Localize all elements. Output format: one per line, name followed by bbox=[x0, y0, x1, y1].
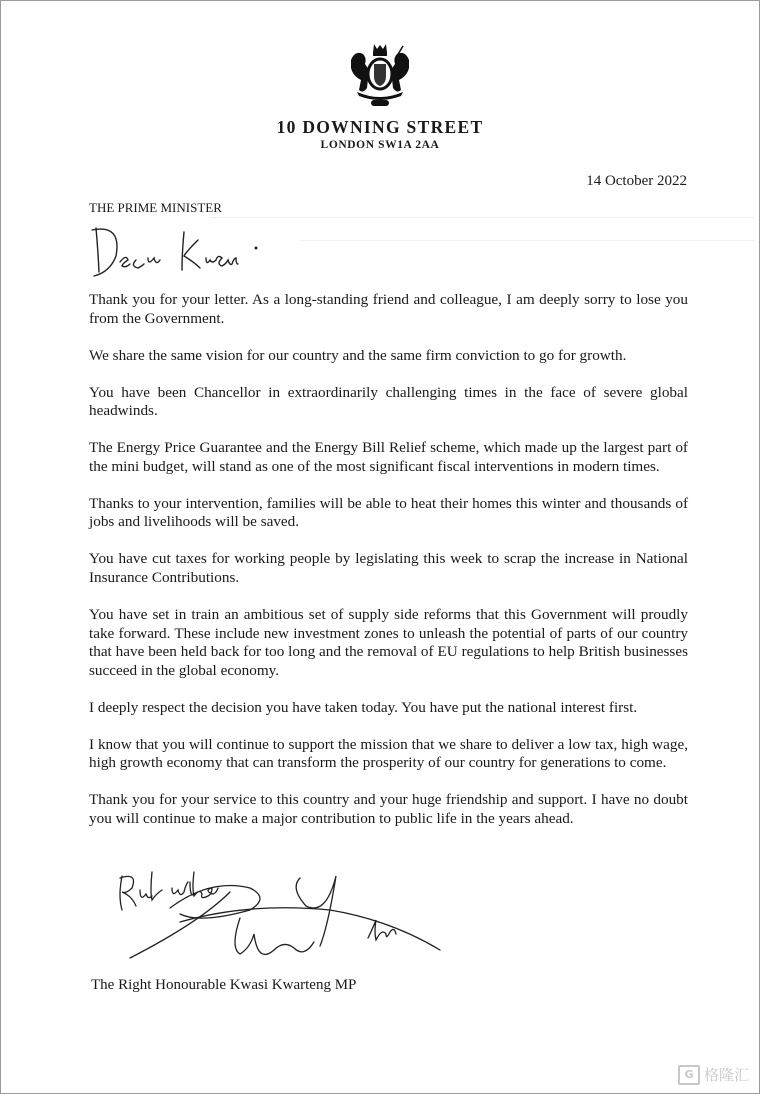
gelonghui-logo-icon: G bbox=[678, 1065, 700, 1085]
address-line-2: LONDON SW1A 2AA bbox=[320, 139, 440, 151]
paragraph: You have cut taxes for working people by legislating this week to scrap the increase in National Insurance Contributions. bbox=[89, 550, 688, 586]
paragraph: Thank you for your service to this country and your huge friendship and support. I have no doubt you will continue to make a major contribution to public life in the years ahead. bbox=[89, 791, 688, 827]
paragraph: We share the same vision for our country and the same firm conviction to go for growth. bbox=[89, 346, 627, 364]
address-line-1: 10 DOWNING STREET bbox=[276, 117, 484, 137]
watermark bbox=[678, 1064, 749, 1085]
handwritten-signature bbox=[110, 868, 455, 968]
paragraph: The Energy Price Guarantee and the Energy Bill Relief scheme, which made up the largest part of the mini budget, will stand as one of the most significant fiscal interventions in modern times. bbox=[89, 439, 688, 475]
paragraph: Thank you for your letter. As a long-standing friend and colleague, I am deeply sorry to lose you from the Government. bbox=[89, 291, 688, 327]
fold-line bbox=[210, 217, 755, 218]
recipient-name: The Right Honourable Kwasi Kwarteng MP bbox=[91, 977, 357, 993]
paragraph: I know that you will continue to support the mission that we share to deliver a low tax, high wage, high growth economy that can transform the prosperity of our country for generations to come. bbox=[89, 735, 688, 772]
paragraph: I deeply respect the decision you have taken today. You have put the national interest first. bbox=[89, 698, 638, 716]
handwritten-salutation bbox=[88, 222, 278, 282]
sender-title: THE PRIME MINISTER bbox=[89, 200, 222, 215]
letter-date: 14 October 2022 bbox=[586, 173, 687, 189]
fold-line bbox=[300, 240, 755, 241]
paragraph: You have set in train an ambitious set of supply side reforms that this Government will proudly take forward. These include new investment zones to unleash the potential of parts of our country that have been held back for too long and the removal of EU regulations to help British businesses succeed in the global economy. bbox=[89, 606, 688, 679]
paragraph: You have been Chancellor in extraordinarily challenging times in the face of severe global headwinds. bbox=[89, 383, 688, 420]
royal-crest-icon bbox=[345, 40, 415, 112]
letter-body bbox=[89, 291, 688, 847]
paragraph: Thanks to your intervention, families will be able to heat their homes this winter and thousands of jobs and livelihoods will be saved. bbox=[89, 494, 688, 531]
watermark-text: 格隆汇 bbox=[704, 1066, 750, 1084]
